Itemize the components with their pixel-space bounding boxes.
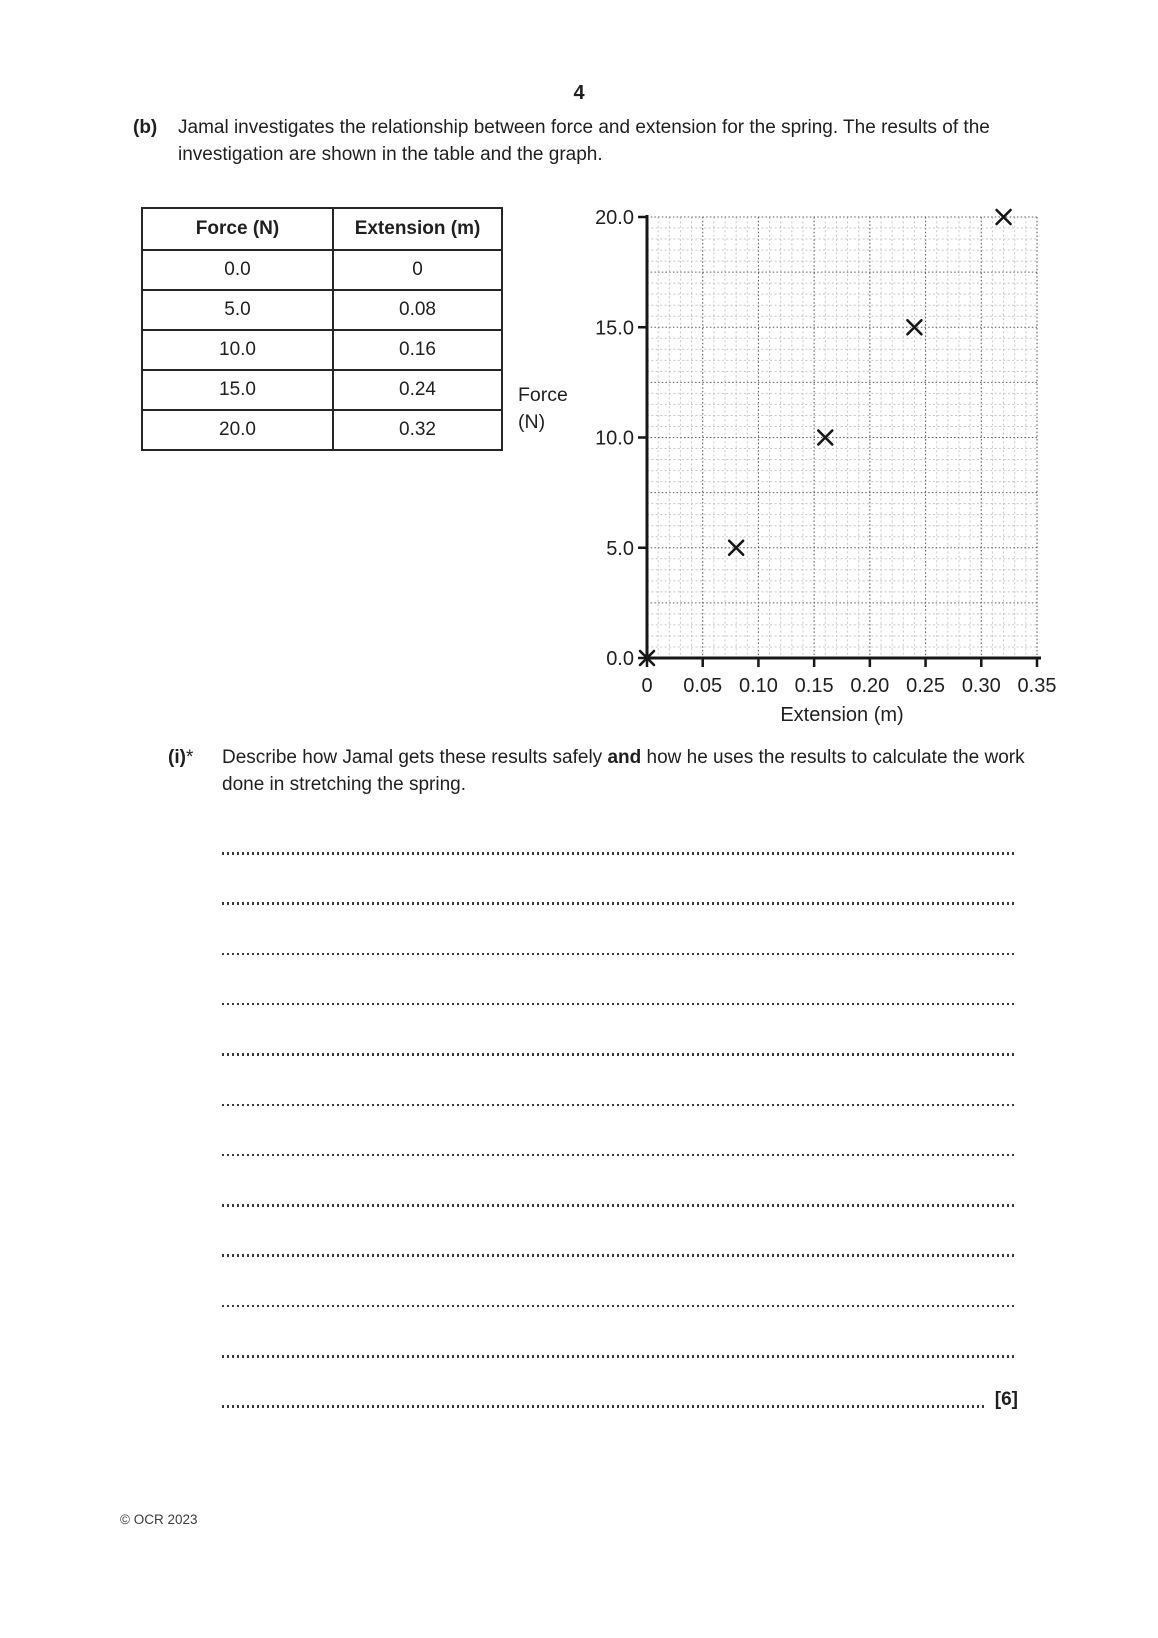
- answer-line: [222, 1305, 1016, 1308]
- table-cell-extension: 0: [333, 250, 502, 290]
- svg-text:0.0: 0.0: [606, 648, 634, 670]
- page-number: 4: [573, 82, 585, 104]
- svg-text:20.0: 20.0: [595, 207, 634, 229]
- answer-line: [222, 1104, 1016, 1107]
- answer-line: [222, 1254, 1016, 1257]
- question-i: [168, 744, 1030, 798]
- answer-line: [222, 902, 1016, 905]
- table-header-force: Force (N): [142, 208, 333, 250]
- axes: [638, 215, 1041, 667]
- svg-text:0.35: 0.35: [1017, 675, 1057, 697]
- answer-line: [222, 1204, 1016, 1207]
- table-row: [142, 250, 502, 290]
- svg-text:0.30: 0.30: [961, 675, 1001, 697]
- answer-line: [222, 1389, 1018, 1411]
- table-cell-force: 20.0: [142, 410, 333, 450]
- table-cell-extension: 0.32: [333, 410, 502, 450]
- question-b-text: Jamal investigates the relationship between force and extension for the spring. The results of the investigation are shown in the table and the graph.: [178, 117, 990, 165]
- svg-text:0.05: 0.05: [683, 675, 723, 697]
- question-b-label: (b): [133, 117, 158, 138]
- answer-line: [222, 1154, 1016, 1157]
- question-i-asterisk: *: [185, 747, 194, 768]
- copyright-footer: © OCR 2023: [120, 1512, 198, 1527]
- table-header-row: [142, 208, 502, 250]
- question-i-label: (i)*: [168, 747, 194, 768]
- table-cell-extension: 0.08: [333, 290, 502, 330]
- question-i-text: Describe how Jamal gets these results safely and how he uses the results to calculate the work done in stretching the spring.: [222, 747, 1025, 795]
- answer-line: [222, 852, 1016, 855]
- svg-text:10.0: 10.0: [595, 427, 634, 450]
- bold-word: and: [607, 747, 642, 768]
- svg-text:0.10: 0.10: [738, 675, 778, 697]
- table-row: [142, 370, 502, 410]
- answer-line: [222, 953, 1016, 956]
- table-cell-force: 0.0: [142, 250, 333, 290]
- table-cell-force: 5.0: [142, 290, 333, 330]
- force-extension-graph: [560, 195, 1060, 725]
- svg-text:Extension (m): Extension (m): [780, 704, 904, 725]
- svg-text:0.20: 0.20: [850, 675, 890, 697]
- question-b: [133, 114, 1033, 168]
- marks-label: [6]: [994, 1389, 1018, 1411]
- svg-text:5.0: 5.0: [606, 537, 634, 560]
- svg-text:0: 0: [641, 675, 653, 697]
- answer-line: [222, 1355, 1016, 1358]
- svg-text:15.0: 15.0: [595, 317, 634, 340]
- answer-line-dots: [222, 1405, 984, 1408]
- table-header-extension: Extension (m): [333, 208, 502, 250]
- table-row: [142, 330, 502, 370]
- table-row: [142, 290, 502, 330]
- grid: [647, 217, 1037, 658]
- y-axis-label: Force (N): [518, 384, 568, 433]
- svg-text:0.15: 0.15: [794, 675, 834, 697]
- answer-line: [222, 1003, 1016, 1006]
- table-cell-extension: 0.16: [333, 330, 502, 370]
- table-row: [142, 410, 502, 450]
- table-cell-extension: 0.24: [333, 370, 502, 410]
- table-cell-force: 10.0: [142, 330, 333, 370]
- results-table: [141, 207, 503, 451]
- answer-line: [222, 1053, 1016, 1056]
- table-cell-force: 15.0: [142, 370, 333, 410]
- svg-text:0.25: 0.25: [906, 675, 946, 697]
- answer-lines: [222, 852, 1016, 1422]
